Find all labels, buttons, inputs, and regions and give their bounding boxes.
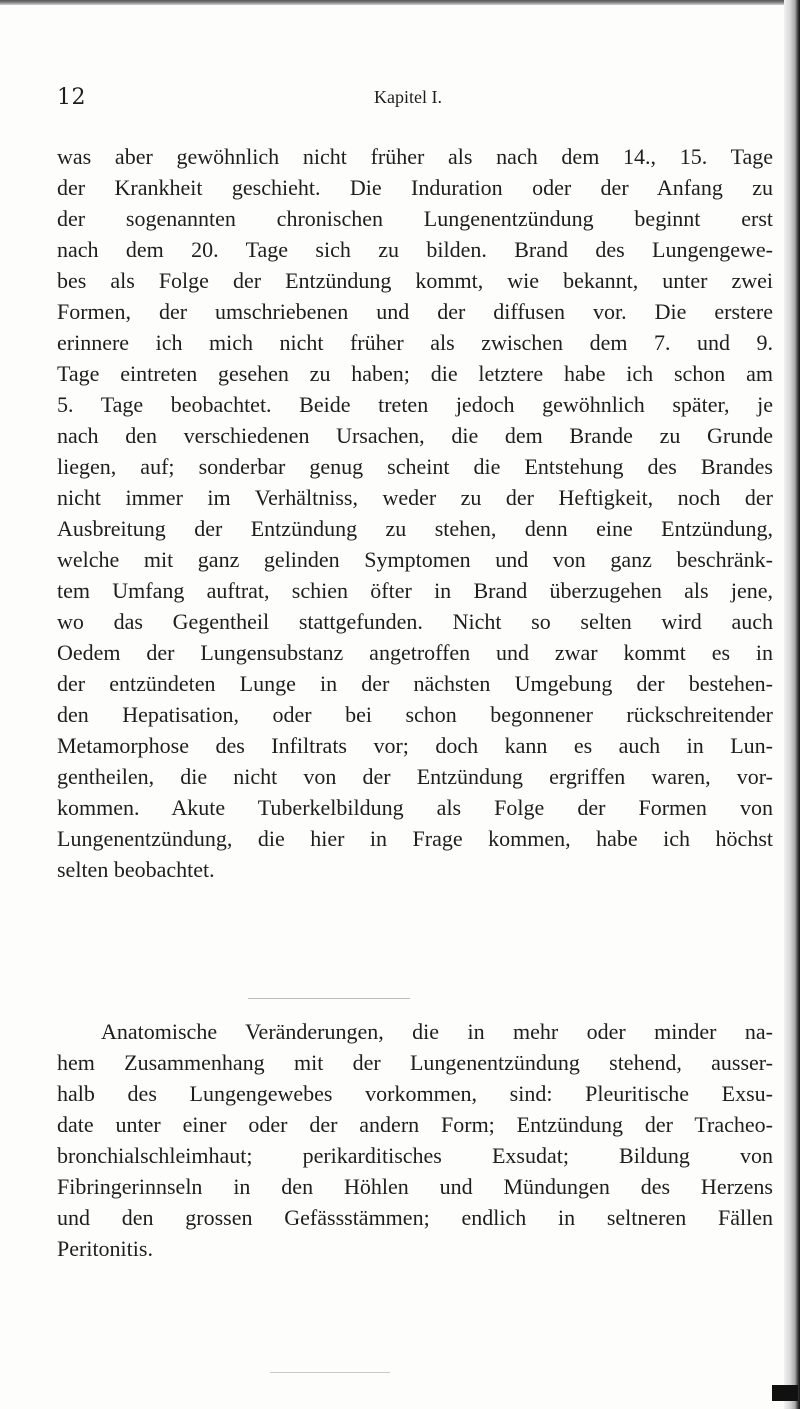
- scan-corner-mark: [772, 1385, 798, 1401]
- section-divider: [248, 998, 410, 999]
- end-rule: [270, 1372, 390, 1373]
- text-line: Metamorphose des Infiltrats vor; doch kann es auch in Lun-: [57, 733, 773, 758]
- text-line: Lungenentzündung, die hier in Frage kommen, habe ich höchst: [57, 826, 773, 851]
- text-line: der Krankheit geschieht. Die Induration oder der Anfang zu: [57, 175, 773, 200]
- text-line: Oedem der Lungensubstanz angetroffen und zwar kommt es in: [57, 640, 773, 665]
- text-line: was aber gewöhnlich nicht früher als nach dem 14., 15. Tage: [57, 144, 773, 169]
- text-line: erinnere ich mich nicht früher als zwischen dem 7. und 9.: [57, 330, 773, 355]
- text-line: Ausbreitung der Entzündung zu stehen, denn eine Entzündung,: [57, 516, 773, 541]
- text-line: welche mit ganz gelinden Symptomen und von ganz beschränk-: [57, 547, 773, 572]
- paragraph-1: [57, 141, 773, 885]
- running-head: Kapitel I.: [374, 87, 442, 107]
- page-number: 12: [57, 85, 86, 110]
- text-line: wo das Gegentheil stattgefunden. Nicht so selten wird auch: [57, 609, 773, 634]
- text-line: halb des Lungengewebes vorkommen, sind: Pleuritische Exsu-: [57, 1081, 773, 1106]
- text-line: Anatomische Veränderungen, die in mehr oder minder na-: [101, 1019, 773, 1044]
- text-line: bronchialschleimhaut; perikarditisches Exsudat; Bildung von: [57, 1143, 773, 1168]
- page-header: [0, 85, 800, 115]
- text-line: hem Zusammenhang mit der Lungenentzündung stehend, ausser-: [57, 1050, 773, 1075]
- paragraph-2: [57, 1016, 773, 1264]
- text-line: nach den verschiedenen Ursachen, die dem Brande zu Grunde: [57, 423, 773, 448]
- scan-right-edge: [784, 0, 800, 1409]
- text-line: der entzündeten Lunge in der nächsten Umgebung der bestehen-: [57, 671, 773, 696]
- text-line: den Hepatisation, oder bei schon begonnener rückschreitender: [57, 702, 773, 727]
- text-line: nach dem 20. Tage sich zu bilden. Brand des Lungengewe-: [57, 237, 773, 262]
- text-line: Tage eintreten gesehen zu haben; die letztere habe ich schon am: [57, 361, 773, 386]
- text-line: Peritonitis.: [57, 1236, 153, 1261]
- text-line: 5. Tage beobachtet. Beide treten jedoch gewöhnlich später, je: [57, 392, 773, 417]
- text-line: date unter einer oder der andern Form; Entzündung der Tracheo-: [57, 1112, 773, 1137]
- text-line: bes als Folge der Entzündung kommt, wie bekannt, unter zwei: [57, 268, 773, 293]
- text-line: selten beobachtet.: [57, 857, 215, 882]
- text-line: der sogenannten chronischen Lungenentzündung beginnt erst: [57, 206, 773, 231]
- scan-top-edge: [0, 0, 800, 5]
- text-line: Fibringerinnseln in den Höhlen und Mündungen des Herzens: [57, 1174, 773, 1199]
- text-line: gentheilen, die nicht von der Entzündung ergriffen waren, vor-: [57, 764, 773, 789]
- text-line: nicht immer im Verhältniss, weder zu der Heftigkeit, noch der: [57, 485, 773, 510]
- text-line: Formen, der umschriebenen und der diffusen vor. Die erstere: [57, 299, 773, 324]
- text-line: tem Umfang auftrat, schien öfter in Brand überzugehen als jene,: [57, 578, 773, 603]
- text-line: kommen. Akute Tuberkelbildung als Folge der Formen von: [57, 795, 773, 820]
- text-line: und den grossen Gefässstämmen; endlich in seltneren Fällen: [57, 1205, 773, 1230]
- text-line: liegen, auf; sonderbar genug scheint die Entstehung des Brandes: [57, 454, 773, 479]
